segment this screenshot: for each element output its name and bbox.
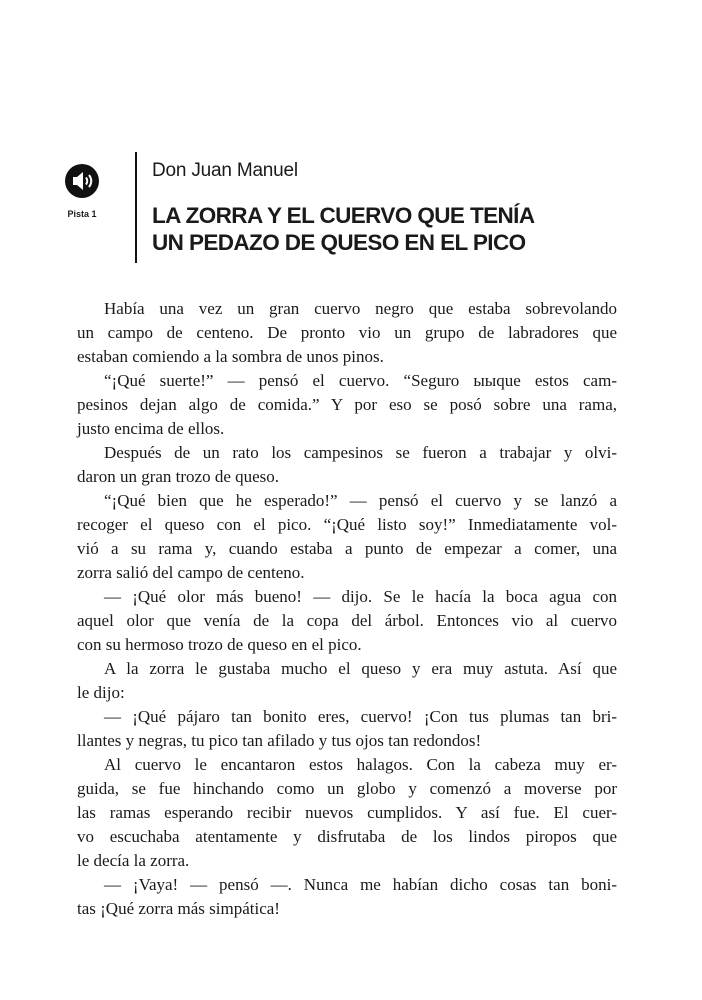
divider	[135, 152, 137, 263]
text-line: vió a su rama y, cuando estaba a punto de empezar a comer, una	[77, 539, 617, 558]
text-line: le decía la zorra.	[77, 851, 190, 870]
text-line: — ¡Qué olor más bueno! — dijo. Se le hacía la boca agua con	[104, 587, 617, 606]
text-line: estaban comiendo a la sombra de unos pinos.	[77, 347, 384, 366]
text-line: “¡Qué suerte!” — pensó el cuervo. “Seguro ыыque estos cam-	[104, 371, 617, 390]
text-line: zorra salió del campo de centeno.	[77, 563, 305, 582]
text-line: Había una vez un gran cuervo negro que estaba sobrevolando	[104, 299, 617, 318]
text-line: tas ¡Qué zorra más simpática!	[77, 899, 280, 918]
text-line: las ramas esperando recibir nuevos cumplidos. Y así fue. El cuer-	[77, 803, 617, 822]
paragraph	[77, 657, 617, 705]
title-line: UN PEDAZO DE QUESO EN EL PICO	[152, 230, 526, 255]
paragraph	[77, 297, 617, 369]
text-line: daron un gran trozo de queso.	[77, 467, 280, 486]
text-line: Al cuervo le encantaron estos halagos. Con la cabeza muy er-	[104, 755, 617, 774]
text-line: — ¡Qué pájaro tan bonito eres, cuervo! ¡Con tus plumas tan bri-	[104, 707, 617, 726]
text-line: recoger el queso con el pico. “¡Qué listo soy!” Inmediatamente vol-	[77, 515, 617, 534]
paragraph	[77, 489, 617, 585]
text-line: vo escuchaba atentamente y disfrutaba de los lindos piropos que	[77, 827, 617, 846]
text-line: “¡Qué bien que he esperado!” — pensó el cuervo y se lanzó a	[104, 491, 617, 510]
paragraph	[77, 441, 617, 489]
text-line: pesinos dejan algo de comida.” Y por eso se posó sobre una rama,	[77, 395, 617, 414]
text-line: un campo de centeno. De pronto vio un grupo de labradores que	[77, 323, 617, 342]
paragraph	[77, 873, 617, 921]
text-line: aquel olor que venía de la copa del árbol. Entonces vio al cuervo	[77, 611, 617, 630]
text-line: justo encima de ellos.	[77, 419, 225, 438]
paragraph	[77, 369, 617, 441]
paragraph	[77, 585, 617, 657]
text-line: Después de un rato los campesinos se fueron a trabajar y olvi-	[104, 443, 617, 462]
story-body	[77, 297, 617, 921]
text-line: — ¡Vaya! — pensó —. Nunca me habían dicho cosas tan boni-	[104, 875, 617, 894]
text-line: A la zorra le gustaba mucho el queso y era muy astuta. Así que	[104, 659, 617, 678]
track-label: Pista 1	[67, 209, 97, 219]
text-line: guida, se fue hinchando como un globo y comenzó a moverse por	[77, 779, 617, 798]
text-line: le dijo:	[77, 683, 125, 702]
text-line: llantes y negras, tu pico tan afilado y tus ojos tan redondos!	[77, 731, 482, 750]
text-line: con su hermoso trozo de queso en el pico.	[77, 635, 362, 654]
title-line: LA ZORRA Y EL CUERVO QUE TENÍA	[152, 203, 535, 228]
author: Don Juan Manuel	[152, 160, 298, 181]
speaker-icon	[65, 164, 99, 198]
paragraph	[77, 753, 617, 873]
paragraph	[77, 705, 617, 753]
audio-track-icon[interactable]	[65, 164, 99, 198]
story-title	[152, 202, 534, 256]
